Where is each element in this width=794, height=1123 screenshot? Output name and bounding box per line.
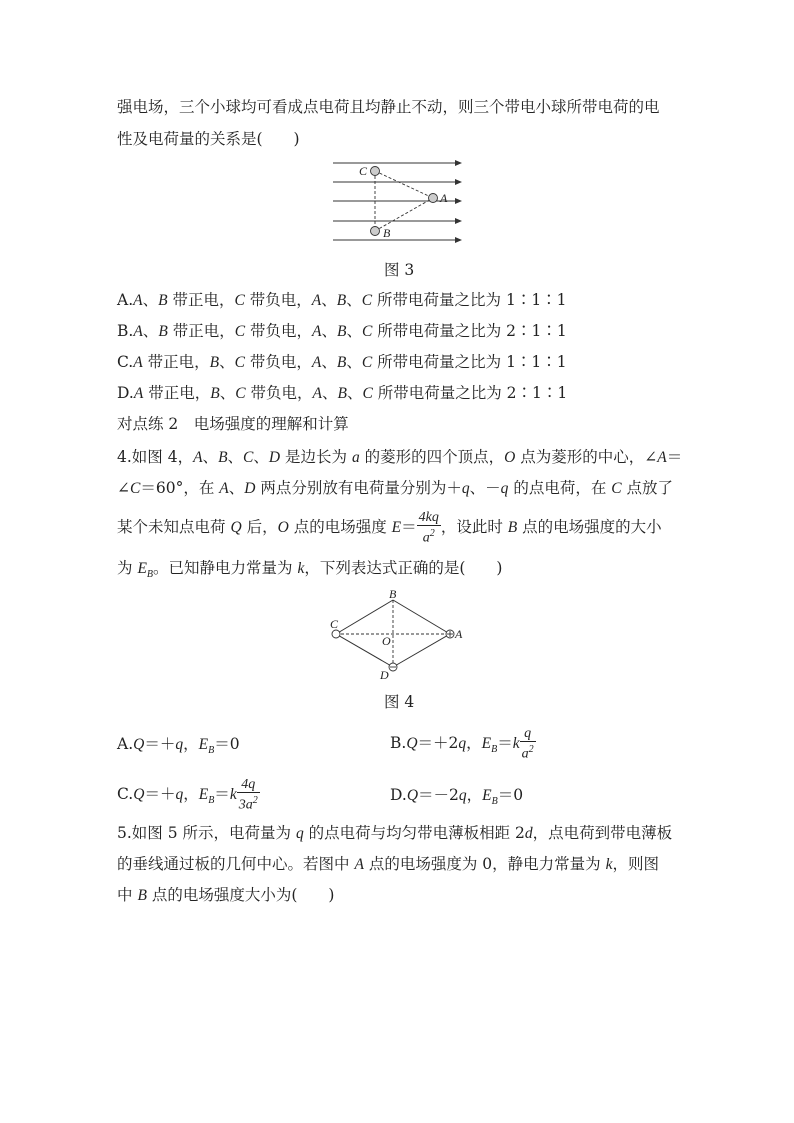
q3-line-1: 强电场，三个小球均可看成点电荷且均静止不动，则三个带电小球所带电荷的电 <box>117 98 660 116</box>
fraction-4q-3a2: $\frac{4q}{3a^2}$ <box>238 777 258 813</box>
q5-line-1: 5.如图 5 所示，电荷量为 q 的点电荷与均匀带电薄板相距 2d，点电荷到带电薄板 <box>117 824 673 842</box>
fraction-4kq-a2: $\frac{4kq}{a^2}$ <box>418 510 439 546</box>
figure-3 <box>325 155 470 250</box>
q4-option-b[interactable]: B.Q＝＋2q，$E_B=k$ $\frac{q}{a^2}$ <box>390 726 534 762</box>
figure-4 <box>325 588 470 683</box>
ball-c <box>371 167 380 176</box>
fraction-q-a2: $\frac{q}{a^2}$ <box>521 726 534 762</box>
q4-line-4: 为 $E_B$。已知静电力常量为 k，下列表达式正确的是( ) <box>117 559 503 581</box>
q3-option-c[interactable]: C.A 带正电，B、C 带负电，A、B、C 所带电荷量之比为 1∶1∶1 <box>117 353 567 371</box>
ball-b <box>371 227 380 236</box>
q4-line-3: 某个未知点电荷 Q 后，O 点的电场强度 E＝ $\frac{4kq}{a^2}$ ，设此时 B 点的电场强度的大小 <box>117 510 662 546</box>
figure-3-caption: 图 3 <box>384 261 415 279</box>
label-b: B <box>383 226 391 240</box>
q4-option-d[interactable]: D.Q＝－2q，$E_B=0$ <box>390 786 524 808</box>
label-c: C <box>330 617 339 631</box>
ball-a <box>429 194 438 203</box>
section-title: 对点练 2 电场强度的理解和计算 <box>117 415 349 433</box>
charge-c <box>332 630 340 638</box>
label-d: D <box>380 668 389 682</box>
q4-line-1: 4.如图 4，A、B、C、D 是边长为 a 的菱形的四个顶点，O 点为菱形的中心，∠A＝ <box>117 448 683 466</box>
label-a: A <box>455 627 463 641</box>
label-o: O <box>382 634 391 648</box>
q3-option-d[interactable]: D.A 带正电，B、C 带负电，A、B、C 所带电荷量之比为 2∶1∶1 <box>117 384 568 402</box>
figure-4-caption: 图 4 <box>384 693 415 711</box>
q5-line-2: 的垂线通过板的几何中心。若图中 A 点的电场强度为 0，静电力常量为 k，则图 <box>117 855 659 873</box>
q4-option-c[interactable]: C.Q＝＋q，$E_B=k$ $\frac{4q}{3a^2}$ <box>117 777 258 813</box>
q3-option-a[interactable]: A.A、B 带正电，C 带负电，A、B、C 所带电荷量之比为 1∶1∶1 <box>117 291 567 309</box>
q4-line-2: ∠C＝60°，在 A、D 两点分别放有电荷量分别为＋q、－q 的点电荷，在 C 点放了 <box>117 479 674 497</box>
label-c: C <box>359 164 368 178</box>
q4-option-a[interactable]: A.Q＝＋q，$E_B=0$ <box>117 735 240 757</box>
label-b: B <box>389 588 397 601</box>
label-a: A <box>440 191 448 205</box>
q3-line-2: 性及电荷量的关系是( ) <box>117 130 300 148</box>
q3-option-b[interactable]: B.A、B 带正电，C 带负电，A、B、C 所带电荷量之比为 2∶1∶1 <box>117 322 567 340</box>
q5-line-3: 中 B 点的电场强度大小为( ) <box>117 886 335 904</box>
